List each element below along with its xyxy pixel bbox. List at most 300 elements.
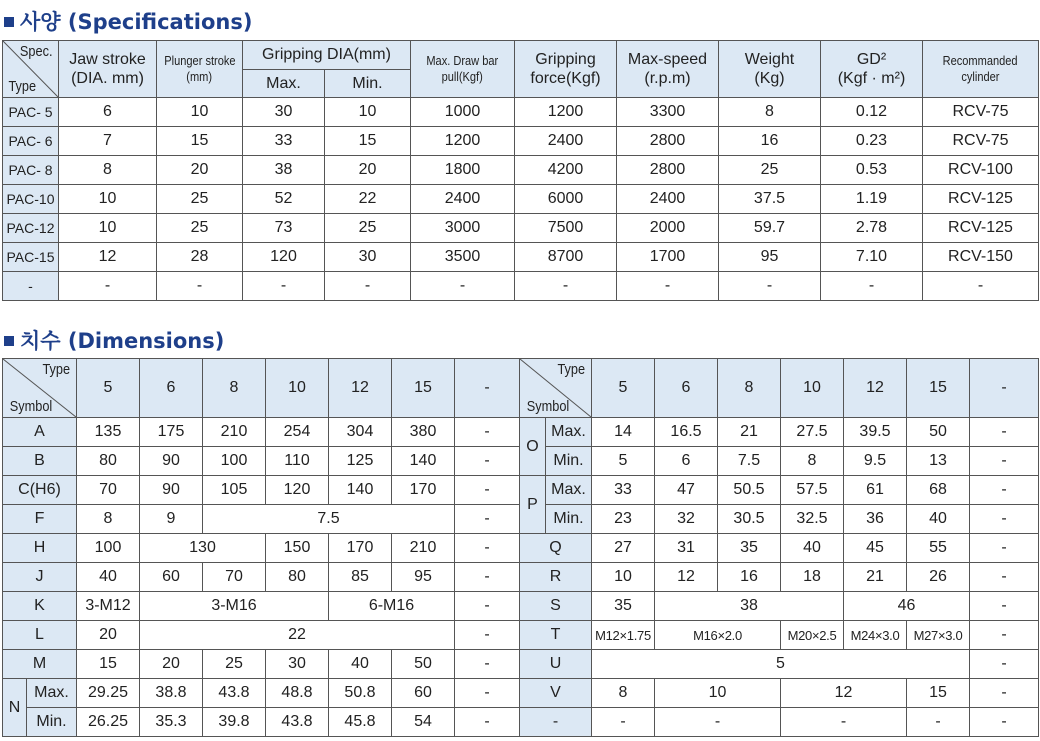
spec-cell: 12 xyxy=(59,243,157,272)
cell: 27 xyxy=(592,534,655,563)
cell: - xyxy=(455,621,520,650)
spec-type-cell: PAC-12 xyxy=(3,214,59,243)
cell: 90 xyxy=(140,447,203,476)
spec-cell: 10 xyxy=(325,98,411,127)
row-label-h: H xyxy=(3,534,77,563)
dims-left-corner xyxy=(3,359,77,418)
spec-cell: - xyxy=(515,272,617,301)
cell: 80 xyxy=(77,447,140,476)
cell: 32 xyxy=(655,505,718,534)
dim-row-h xyxy=(3,534,520,563)
cell: 130 xyxy=(140,534,266,563)
cell: 18 xyxy=(781,563,844,592)
col-header-10: 10 xyxy=(781,359,844,418)
row-label-m: M xyxy=(3,650,77,679)
cell: 20 xyxy=(77,621,140,650)
dim-row-t xyxy=(520,621,1039,650)
spec-cell: RCV-125 xyxy=(923,185,1039,214)
cell: 380 xyxy=(392,418,455,447)
spec-cell: 30 xyxy=(243,98,325,127)
cell: 8 xyxy=(592,679,655,708)
dims-section-title xyxy=(4,325,224,355)
row-label-dash: - xyxy=(520,708,592,737)
dims-right-corner-bottom: Symbol xyxy=(526,398,570,415)
cell: - xyxy=(970,563,1039,592)
cell: 12 xyxy=(655,563,718,592)
cell: 29.25 xyxy=(77,679,140,708)
row-label-n-max: Max. xyxy=(27,679,77,708)
spec-cell: 25 xyxy=(157,214,243,243)
spec-type-cell: PAC- 5 xyxy=(3,98,59,127)
header-min: Min. xyxy=(325,70,411,98)
cell: - xyxy=(592,708,655,737)
dims-left-corner-top: Type xyxy=(42,361,71,378)
spec-row xyxy=(3,214,1039,243)
spec-row xyxy=(3,243,1039,272)
cell: 38.8 xyxy=(140,679,203,708)
row-label-p-max: Max. xyxy=(546,476,592,505)
header-weight: Weight (Kg) xyxy=(719,41,821,98)
row-label-o-max: Max. xyxy=(546,418,592,447)
row-label-o-min: Min. xyxy=(546,447,592,476)
dim-row-u xyxy=(520,650,1039,679)
spec-cell: RCV-150 xyxy=(923,243,1039,272)
row-label-b: B xyxy=(3,447,77,476)
cell: 105 xyxy=(203,476,266,505)
cell: 10 xyxy=(592,563,655,592)
row-label-l: L xyxy=(3,621,77,650)
header-gripping-dia: Gripping DIA(mm) xyxy=(243,41,411,70)
spec-cell: RCV-100 xyxy=(923,156,1039,185)
cell: 10 xyxy=(655,679,781,708)
col-header-6: 6 xyxy=(655,359,718,418)
spec-row xyxy=(3,98,1039,127)
row-label-u: U xyxy=(520,650,592,679)
dims-title-text: 치수 (Dimensions) xyxy=(20,329,225,353)
spec-table xyxy=(2,40,1039,301)
row-label-c: C(H6) xyxy=(3,476,77,505)
spec-cell: - xyxy=(157,272,243,301)
spec-type-cell: PAC- 6 xyxy=(3,127,59,156)
spec-cell: 1700 xyxy=(617,243,719,272)
header-cylinder: Recommanded cylinder xyxy=(923,41,1039,98)
dims-right-corner xyxy=(520,359,592,418)
cell: - xyxy=(455,563,520,592)
header-gripping-force: Gripping force(Kgf) xyxy=(515,41,617,98)
cell: 43.8 xyxy=(266,708,329,737)
spec-cell: 20 xyxy=(157,156,243,185)
header-plunger-stroke: Plunger stroke (mm) xyxy=(157,41,243,98)
spec-cell: 33 xyxy=(243,127,325,156)
cell: 33 xyxy=(592,476,655,505)
spec-cell: 7 xyxy=(59,127,157,156)
cell: 170 xyxy=(392,476,455,505)
cell: 12 xyxy=(781,679,907,708)
cell: 40 xyxy=(77,563,140,592)
cell: 85 xyxy=(329,563,392,592)
spec-cell: 2800 xyxy=(617,127,719,156)
row-label-p-min: Min. xyxy=(546,505,592,534)
spec-cell: 7500 xyxy=(515,214,617,243)
cell: 15 xyxy=(907,679,970,708)
cell: - xyxy=(970,534,1039,563)
cell: 35 xyxy=(592,592,655,621)
spec-cell: 2800 xyxy=(617,156,719,185)
cell: 40 xyxy=(907,505,970,534)
row-label-a: A xyxy=(3,418,77,447)
cell: 60 xyxy=(140,563,203,592)
cell: 210 xyxy=(392,534,455,563)
dim-row-s xyxy=(520,592,1039,621)
spec-corner-bottom: Type xyxy=(8,78,37,95)
spec-cell: 6 xyxy=(59,98,157,127)
header-max-speed: Max-speed (r.p.m) xyxy=(617,41,719,98)
cell: - xyxy=(970,708,1039,737)
dims-left-table xyxy=(2,358,520,737)
row-label-j: J xyxy=(3,563,77,592)
cell: - xyxy=(455,650,520,679)
spec-cell: 4200 xyxy=(515,156,617,185)
row-label-k: K xyxy=(3,592,77,621)
spec-type-cell: PAC- 8 xyxy=(3,156,59,185)
dim-row-v xyxy=(520,679,1039,708)
row-label-t: T xyxy=(520,621,592,650)
cell: - xyxy=(970,476,1039,505)
dim-row-p-min xyxy=(520,505,1039,534)
cell: 304 xyxy=(329,418,392,447)
row-label-o: O xyxy=(520,418,546,476)
cell: 23 xyxy=(592,505,655,534)
dim-row-o-max xyxy=(520,418,1039,447)
cell: 70 xyxy=(203,563,266,592)
cell: - xyxy=(970,650,1039,679)
header-max: Max. xyxy=(243,70,325,98)
spec-cell: - xyxy=(923,272,1039,301)
spec-section-title xyxy=(4,6,252,36)
cell: 100 xyxy=(203,447,266,476)
spec-cell: 2.78 xyxy=(821,214,923,243)
dim-row-o-min xyxy=(520,447,1039,476)
cell: 32.5 xyxy=(781,505,844,534)
spec-cell: 22 xyxy=(325,185,411,214)
cell: 50 xyxy=(907,418,970,447)
cell: 60 xyxy=(392,679,455,708)
cell: 7.5 xyxy=(203,505,455,534)
row-label-v: V xyxy=(520,679,592,708)
cell: 26.25 xyxy=(77,708,140,737)
cell: 254 xyxy=(266,418,329,447)
spec-row xyxy=(3,127,1039,156)
cell: 175 xyxy=(140,418,203,447)
spec-cell: 38 xyxy=(243,156,325,185)
spec-cell: - xyxy=(719,272,821,301)
cell: 61 xyxy=(844,476,907,505)
cell: M27×3.0 xyxy=(907,621,970,650)
dim-row-q xyxy=(520,534,1039,563)
spec-title-text: 사양 (Specifications) xyxy=(20,10,253,34)
col-header-15: 15 xyxy=(392,359,455,418)
cell: 57.5 xyxy=(781,476,844,505)
cell: 140 xyxy=(392,447,455,476)
cell: 90 xyxy=(140,476,203,505)
spec-cell: 20 xyxy=(325,156,411,185)
cell: 170 xyxy=(329,534,392,563)
header-draw-bar: Max. Draw bar pull(Kgf) xyxy=(411,41,515,98)
spec-cell: RCV-75 xyxy=(923,127,1039,156)
spec-cell: - xyxy=(59,272,157,301)
spec-cell: 3300 xyxy=(617,98,719,127)
cell: 50.5 xyxy=(718,476,781,505)
col-header-5: 5 xyxy=(77,359,140,418)
spec-cell: 10 xyxy=(157,98,243,127)
spec-type-cell: PAC-15 xyxy=(3,243,59,272)
cell: - xyxy=(655,708,781,737)
row-label-n: N xyxy=(3,679,27,737)
cell: 68 xyxy=(907,476,970,505)
col-header-5: 5 xyxy=(592,359,655,418)
cell: 16.5 xyxy=(655,418,718,447)
dim-row-b xyxy=(3,447,520,476)
cell: - xyxy=(455,418,520,447)
cell: - xyxy=(970,592,1039,621)
dims-left-corner-bottom: Symbol xyxy=(9,398,53,415)
col-header-10: 10 xyxy=(266,359,329,418)
cell: - xyxy=(970,447,1039,476)
spec-cell: 15 xyxy=(157,127,243,156)
cell: 5 xyxy=(592,447,655,476)
row-label-q: Q xyxy=(520,534,592,563)
cell: 48.8 xyxy=(266,679,329,708)
cell: M20×2.5 xyxy=(781,621,844,650)
cell: 35 xyxy=(718,534,781,563)
cell: - xyxy=(455,505,520,534)
cell: 14 xyxy=(592,418,655,447)
spec-cell: 8 xyxy=(719,98,821,127)
spec-cell: - xyxy=(325,272,411,301)
spec-cell: 6000 xyxy=(515,185,617,214)
dims-right-table xyxy=(519,358,1039,737)
cell: 30 xyxy=(266,650,329,679)
spec-cell: 120 xyxy=(243,243,325,272)
spec-cell: 10 xyxy=(59,214,157,243)
spec-cell: 8 xyxy=(59,156,157,185)
spec-cell: RCV-125 xyxy=(923,214,1039,243)
cell: 38 xyxy=(655,592,844,621)
cell: 80 xyxy=(266,563,329,592)
cell: 36 xyxy=(844,505,907,534)
spec-cell: 1200 xyxy=(411,127,515,156)
spec-cell: - xyxy=(821,272,923,301)
cell: 15 xyxy=(77,650,140,679)
square-bullet-icon xyxy=(4,336,14,346)
spec-cell: 3500 xyxy=(411,243,515,272)
dim-row-j xyxy=(3,563,520,592)
spec-cell: - xyxy=(243,272,325,301)
spec-cell: 1800 xyxy=(411,156,515,185)
cell: 45.8 xyxy=(329,708,392,737)
dim-row-k xyxy=(3,592,520,621)
dim-row-last xyxy=(520,708,1039,737)
cell: - xyxy=(455,708,520,737)
spec-cell: 25 xyxy=(325,214,411,243)
spec-cell: 7.10 xyxy=(821,243,923,272)
cell: 30.5 xyxy=(718,505,781,534)
cell: 21 xyxy=(844,563,907,592)
cell: 8 xyxy=(77,505,140,534)
cell: M16×2.0 xyxy=(655,621,781,650)
cell: 120 xyxy=(266,476,329,505)
cell: M12×1.75 xyxy=(592,621,655,650)
spec-row xyxy=(3,272,1039,301)
cell: 210 xyxy=(203,418,266,447)
dim-row-n-max xyxy=(3,679,520,708)
row-label-r: R xyxy=(520,563,592,592)
dim-row-r xyxy=(520,563,1039,592)
spec-type-cell: - xyxy=(3,272,59,301)
spec-cell: 15 xyxy=(325,127,411,156)
spec-cell: 30 xyxy=(325,243,411,272)
cell: 54 xyxy=(392,708,455,737)
cell: - xyxy=(455,447,520,476)
cell: 50 xyxy=(392,650,455,679)
col-header-dash: - xyxy=(455,359,520,418)
spec-cell: 10 xyxy=(59,185,157,214)
cell: 13 xyxy=(907,447,970,476)
cell: 7.5 xyxy=(718,447,781,476)
spec-cell: 25 xyxy=(157,185,243,214)
row-label-s: S xyxy=(520,592,592,621)
cell: 6-M16 xyxy=(329,592,455,621)
cell: 39.5 xyxy=(844,418,907,447)
spec-cell: 8700 xyxy=(515,243,617,272)
cell: 6 xyxy=(655,447,718,476)
col-header-15: 15 xyxy=(907,359,970,418)
dim-row-f xyxy=(3,505,520,534)
cell: 16 xyxy=(718,563,781,592)
dim-row-m xyxy=(3,650,520,679)
cell: 22 xyxy=(140,621,455,650)
cell: - xyxy=(970,418,1039,447)
cell: 8 xyxy=(781,447,844,476)
cell: 135 xyxy=(77,418,140,447)
cell: - xyxy=(970,679,1039,708)
cell: 140 xyxy=(329,476,392,505)
spec-cell: 0.53 xyxy=(821,156,923,185)
spec-cell: 1.19 xyxy=(821,185,923,214)
cell: M24×3.0 xyxy=(844,621,907,650)
spec-cell: 28 xyxy=(157,243,243,272)
dim-row-a xyxy=(3,418,520,447)
dims-right-corner-top: Type xyxy=(557,361,586,378)
col-header-8: 8 xyxy=(203,359,266,418)
cell: - xyxy=(455,476,520,505)
cell: 55 xyxy=(907,534,970,563)
col-header-12: 12 xyxy=(844,359,907,418)
cell: 45 xyxy=(844,534,907,563)
cell: 9 xyxy=(140,505,203,534)
cell: 43.8 xyxy=(203,679,266,708)
cell: 95 xyxy=(392,563,455,592)
cell: 70 xyxy=(77,476,140,505)
cell: 40 xyxy=(781,534,844,563)
spec-cell: 2400 xyxy=(411,185,515,214)
header-gd2: GD² (Kgf · m²) xyxy=(821,41,923,98)
col-header-6: 6 xyxy=(140,359,203,418)
cell: 47 xyxy=(655,476,718,505)
dim-row-n-min xyxy=(3,708,520,737)
spec-cell: 2000 xyxy=(617,214,719,243)
cell: - xyxy=(781,708,907,737)
cell: 150 xyxy=(266,534,329,563)
square-bullet-icon xyxy=(4,17,14,27)
cell: - xyxy=(455,679,520,708)
cell: - xyxy=(970,505,1039,534)
cell: - xyxy=(970,621,1039,650)
cell: 110 xyxy=(266,447,329,476)
row-label-n-min: Min. xyxy=(27,708,77,737)
spec-cell: 1200 xyxy=(515,98,617,127)
spec-cell: 95 xyxy=(719,243,821,272)
cell: 26 xyxy=(907,563,970,592)
spec-cell: 0.23 xyxy=(821,127,923,156)
spec-cell: 1000 xyxy=(411,98,515,127)
spec-cell: 16 xyxy=(719,127,821,156)
cell: 39.8 xyxy=(203,708,266,737)
cell: 35.3 xyxy=(140,708,203,737)
spec-cell: 59.7 xyxy=(719,214,821,243)
cell: - xyxy=(907,708,970,737)
spec-cell: 2400 xyxy=(515,127,617,156)
cell: 31 xyxy=(655,534,718,563)
row-label-f: F xyxy=(3,505,77,534)
spec-cell: - xyxy=(617,272,719,301)
spec-row xyxy=(3,185,1039,214)
cell: 21 xyxy=(718,418,781,447)
spec-cell: 25 xyxy=(719,156,821,185)
spec-row xyxy=(3,156,1039,185)
spec-cell: 2400 xyxy=(617,185,719,214)
spec-corner-cell xyxy=(3,41,59,98)
col-header-dash: - xyxy=(970,359,1039,418)
cell: 40 xyxy=(329,650,392,679)
cell: 50.8 xyxy=(329,679,392,708)
dim-row-c xyxy=(3,476,520,505)
spec-cell: 0.12 xyxy=(821,98,923,127)
cell: - xyxy=(455,592,520,621)
col-header-8: 8 xyxy=(718,359,781,418)
spec-corner-top: Spec. xyxy=(19,43,53,60)
cell: 46 xyxy=(844,592,970,621)
spec-cell: 3000 xyxy=(411,214,515,243)
spec-cell: 52 xyxy=(243,185,325,214)
cell: 100 xyxy=(77,534,140,563)
spec-cell: 73 xyxy=(243,214,325,243)
spec-cell: 37.5 xyxy=(719,185,821,214)
col-header-12: 12 xyxy=(329,359,392,418)
cell: 20 xyxy=(140,650,203,679)
cell: 125 xyxy=(329,447,392,476)
dim-row-l xyxy=(3,621,520,650)
cell: 25 xyxy=(203,650,266,679)
row-label-p: P xyxy=(520,476,546,534)
cell: 27.5 xyxy=(781,418,844,447)
spec-type-cell: PAC-10 xyxy=(3,185,59,214)
dim-row-p-max xyxy=(520,476,1039,505)
cell: 9.5 xyxy=(844,447,907,476)
cell: - xyxy=(455,534,520,563)
spec-cell: - xyxy=(411,272,515,301)
header-jaw-stroke: Jaw stroke (DIA. mm) xyxy=(59,41,157,98)
